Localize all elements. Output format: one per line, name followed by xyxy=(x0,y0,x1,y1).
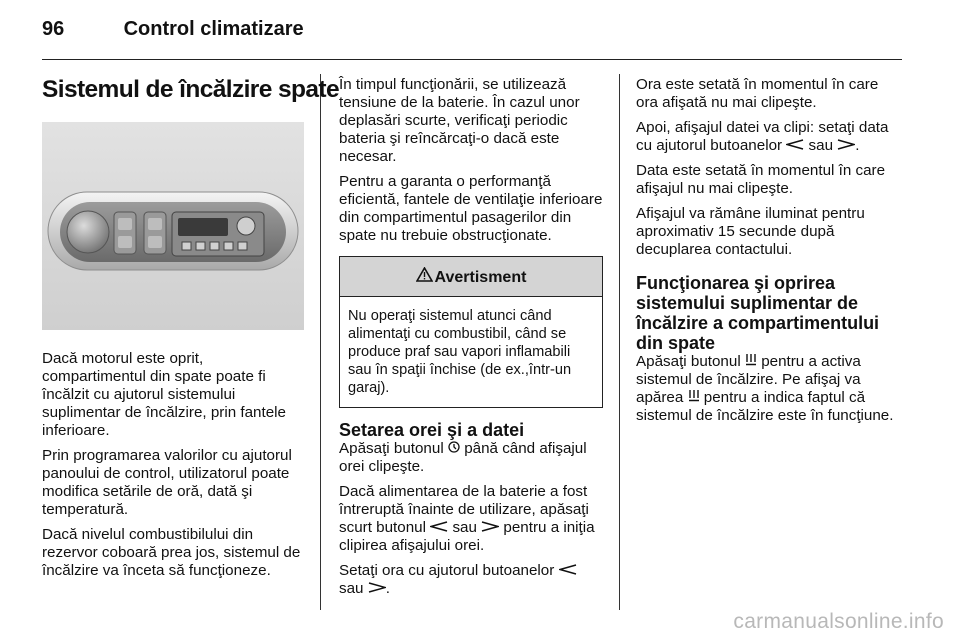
subheading-heater-operation: Funcţionarea şi oprirea sistemului suplimentar de încălzire a compartimentului din spate xyxy=(636,273,880,353)
heater-icon xyxy=(688,389,700,402)
clock-icon xyxy=(448,441,460,453)
warning-text: Nu operaţi sistemul atunci când alimentaţi cu combustibil, când se produce praf sau vapori inflamabili sau în spaţii închise (de ex.,într-un garaj). xyxy=(348,308,572,396)
arrow-left-icon xyxy=(559,564,577,575)
text-fragment: pentru a activa sistemul de încălzire. Pe afişaj va apărea xyxy=(636,353,861,406)
text-fragment: Setaţi ora cu ajutorul butoanelor xyxy=(339,562,555,579)
section-title: Sistemul de încălzire spate xyxy=(42,76,339,103)
paragraph: Dacă motorul este oprit, compartimentul din spate poate fi încălzit cu ajutorul sistemului suplimentar de încălzire, prin fantele inferioare. xyxy=(42,350,286,439)
paragraph xyxy=(339,440,603,476)
text-fragment: sau xyxy=(808,137,834,154)
heater-icon xyxy=(745,353,757,366)
paragraph: Dacă nivelul combustibilului din rezervor coboară prea jos, sistemul de încălzire va înceta să funcţioneze. xyxy=(42,526,301,579)
column-divider xyxy=(320,74,321,610)
column-divider xyxy=(619,74,620,610)
paragraph xyxy=(339,562,603,598)
header-rule xyxy=(42,59,902,60)
paragraph: Prin programarea valorilor cu ajutorul panoului de control, utilizatorul poate modifica setările de oră, dată şi temperatură. xyxy=(42,447,292,518)
paragraph: Afişajul va rămâne iluminat pentru aproximativ 15 secunde după decuplarea contactului. xyxy=(636,205,865,258)
column-1 xyxy=(42,76,339,587)
watermark: carmanualsonline.info xyxy=(733,610,944,633)
heater-control-panel-photo xyxy=(42,122,304,330)
text-fragment: pentru a indica faptul că sistemul de încălzire este în funcţiune. xyxy=(636,389,894,424)
chapter-title: Control climatizare xyxy=(123,18,304,40)
text-fragment: Dacă alimentarea de la baterie a fost întreruptă înainte de utilizare, apăsaţi scurt butonul xyxy=(339,483,589,536)
text-fragment: sau xyxy=(452,519,477,536)
paragraph xyxy=(636,119,902,155)
text-fragment: Apăsaţi butonul xyxy=(339,440,444,457)
paragraph: Data este setată în momentul în care afişajul nu mai clipeşte. xyxy=(636,162,886,197)
warning-box xyxy=(339,256,603,408)
column-3 xyxy=(636,76,902,432)
paragraph: Ora este setată în momentul în care ora afişată nu mai clipeşte. xyxy=(636,76,879,111)
paragraph xyxy=(636,353,902,425)
text-fragment: până când afişajul orei clipeşte. xyxy=(339,440,587,475)
warning-header xyxy=(340,257,602,297)
text-fragment: . xyxy=(855,137,860,154)
paragraph: Pentru a garanta o performanţă eficientă, fantele de ventilaţie inferioare din compartimentul pasagerilor din spate nu trebuie obstrucţionate. xyxy=(339,173,603,244)
page-number: 96 xyxy=(42,18,65,40)
text-fragment: . xyxy=(385,580,390,597)
subheading-time-date: Setarea orei şi a datei xyxy=(339,420,525,440)
text-fragment: sau xyxy=(339,580,364,597)
arrow-right-icon xyxy=(481,521,499,532)
arrow-left-icon xyxy=(786,139,804,150)
text-fragment: pentru a iniţia clipirea afişajului orei. xyxy=(339,519,595,554)
paragraph xyxy=(339,483,603,555)
paragraph: În timpul funcţionării, se utilizează tensiune de la baterie. În cazul unor deplasări scurte, verificaţi periodic bateria şi reîncărcaţi-o dacă este necesar. xyxy=(339,76,580,165)
page-header xyxy=(42,18,304,41)
warning-triangle-icon xyxy=(416,267,433,282)
arrow-right-icon xyxy=(837,139,855,150)
arrow-right-icon xyxy=(368,582,386,593)
arrow-left-icon xyxy=(430,521,448,532)
text-fragment: Apăsaţi butonul xyxy=(636,353,741,370)
column-2 xyxy=(339,76,603,605)
text-fragment: Apoi, afişajul datei va clipi: setaţi data cu ajutorul butoanelor xyxy=(636,119,889,154)
warning-title: Avertisment xyxy=(434,269,527,286)
